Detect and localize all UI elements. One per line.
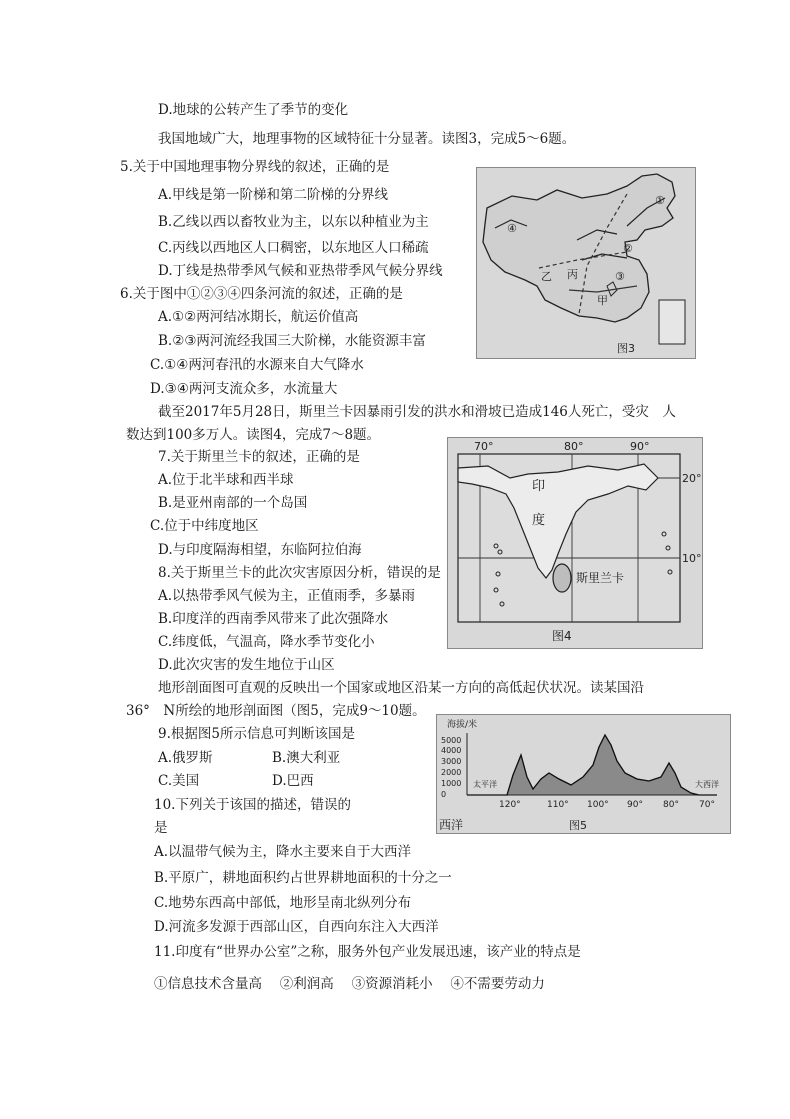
x-tick-80: 80° bbox=[663, 800, 679, 810]
q6-stem: 6.关于图中①②③④四条河流的叙述，正确的是 bbox=[120, 286, 403, 302]
q5-option-c: C.丙线以西地区人口稠密，以东地区人口稀疏 bbox=[158, 240, 429, 256]
q7-option-c: C.位于中纬度地区 bbox=[150, 518, 259, 534]
river-label-1: ① bbox=[655, 194, 665, 207]
lat-label-20: 20° bbox=[682, 472, 702, 485]
y-tick-3000: 3000 bbox=[441, 757, 462, 766]
y-tick-4000: 4000 bbox=[441, 746, 462, 755]
x-tick-100: 100° bbox=[587, 800, 609, 810]
intro-fig5-line2: 36° N所绘的地形剖面图（图5，完成9～10题。 bbox=[126, 703, 426, 719]
q4-option-d: D.地球的公转产生了季节的变化 bbox=[158, 102, 349, 118]
figure-5-terrain-profile bbox=[436, 714, 731, 834]
q5-stem: 5.关于中国地理事物分界线的叙述，正确的是 bbox=[120, 159, 390, 175]
line-label-bing: 丙 bbox=[567, 268, 578, 281]
q9-option-d: D.巴西 bbox=[272, 773, 314, 789]
q5-option-d: D.丁线是热带季风气候和亚热带季风气候分界线 bbox=[158, 263, 443, 279]
q9-option-b: B.澳大利亚 bbox=[272, 750, 341, 766]
q7-option-b: B.是亚州南部的一个岛国 bbox=[158, 495, 308, 511]
intro-fig3: 我国地域广大，地理事物的区域特征十分显著。读图3，完成5～6题。 bbox=[158, 131, 576, 147]
q11-stem: 11.印度有“世界办公室”之称，服务外包产业发展迅速，该产业的特点是 bbox=[154, 944, 581, 960]
q8-option-d: D.此次灾害的发生地位于山区 bbox=[158, 657, 335, 673]
river-label-2: ② bbox=[623, 242, 633, 255]
india-label-1: 印 bbox=[532, 479, 546, 494]
q6-option-d: D.③④两河支流众多，水流量大 bbox=[150, 381, 338, 397]
y-tick-5000: 5000 bbox=[441, 736, 462, 745]
x-tick-110: 110° bbox=[547, 800, 569, 810]
intro-fig4-line2: 数达到100多万人。读图4，完成7～8题。 bbox=[126, 427, 381, 443]
river-label-4: ④ bbox=[507, 222, 517, 235]
q10-stem-line2: 是 bbox=[154, 820, 168, 836]
x-tick-120: 120° bbox=[499, 800, 521, 810]
x-ticks bbox=[499, 800, 715, 810]
q6-option-c: C.①④两河春汛的水源来自大气降水 bbox=[150, 357, 364, 373]
china-outline bbox=[483, 174, 675, 322]
q10-option-a: A.以温带气候为主，降水主要来自于大西洋 bbox=[154, 844, 412, 860]
q8-option-c: C.纬度低，气温高，降水季节变化小 bbox=[158, 634, 375, 650]
q8-option-a: A.以热带季风气候为主，正值雨季，多暴雨 bbox=[158, 588, 416, 604]
figure-5-caption: 图5 bbox=[569, 819, 587, 832]
y-tick-0: 0 bbox=[441, 790, 447, 799]
lat-label-10: 10° bbox=[682, 552, 702, 565]
q6-option-b: B.②③两河流经我国三大阶梯，水能资源丰富 bbox=[158, 333, 426, 349]
y-ticks bbox=[441, 736, 461, 799]
figure-3-caption: 图3 bbox=[617, 342, 635, 355]
figure-3-china-map bbox=[476, 167, 696, 359]
terrain-profile-area bbox=[467, 735, 717, 795]
q8-option-b: B.印度洋的西南季风带来了此次强降水 bbox=[158, 611, 389, 627]
india-label-2: 度 bbox=[532, 513, 546, 528]
y-axis-title: 海拔/米 bbox=[447, 720, 478, 730]
q7-stem: 7.关于斯里兰卡的叙述，正确的是 bbox=[158, 449, 360, 465]
line-label-jia: 甲 bbox=[597, 294, 608, 307]
figure-4-caption: 图4 bbox=[552, 629, 572, 643]
q9-stem: 9.根据图5所示信息可判断该国是 bbox=[158, 726, 355, 742]
q10-option-d: D.河流多发源于西部山区，自西向东注入大西洋 bbox=[154, 919, 439, 935]
y-tick-1000: 1000 bbox=[441, 779, 462, 788]
q7-option-a: A.位于北半球和西半球 bbox=[158, 472, 294, 488]
q5-option-a: A.甲线是第一阶梯和第二阶梯的分界线 bbox=[158, 187, 389, 203]
srilanka-label: 斯里兰卡 bbox=[576, 571, 625, 585]
x-tick-70: 70° bbox=[699, 800, 715, 810]
srilanka-island bbox=[553, 564, 571, 592]
q6-option-a: A.①②两河结冰期长，航运价值高 bbox=[158, 309, 359, 325]
figure-4-srilanka-map bbox=[447, 437, 703, 649]
stray-text-xiyang: 西洋 bbox=[439, 818, 464, 832]
atlantic-ocean-label: 大西洋 bbox=[695, 780, 719, 789]
q5-option-b: B.乙线以西以畜牧业为主，以东以种植业为主 bbox=[158, 214, 429, 230]
lon-label-90: 90° bbox=[630, 440, 650, 453]
q10-option-c: C.地势东西高中部低，地形呈南北纵列分布 bbox=[154, 895, 412, 911]
lon-label-70: 70° bbox=[474, 440, 494, 453]
q10-option-b: B.平原广，耕地面积约占世界耕地面积的十分之一 bbox=[154, 870, 452, 886]
x-tick-90: 90° bbox=[627, 800, 643, 810]
intro-fig5-line1: 地形剖面图可直观的反映出一个国家或地区沿某一方向的高低起伏状况。读某国沿 bbox=[158, 680, 644, 696]
south-china-sea-inset bbox=[659, 300, 685, 344]
q11-options: ①信息技术含量高 ②利润高 ③资源消耗小 ④不需要劳动力 bbox=[154, 976, 545, 992]
q7-option-d: D.与印度隔海相望，东临阿拉伯海 bbox=[158, 542, 362, 558]
pacific-ocean-label: 太平洋 bbox=[473, 780, 497, 789]
q8-stem: 8.关于斯里兰卡的此次灾害原因分析，错误的是 bbox=[158, 565, 441, 581]
q9-option-a: A.俄罗斯 bbox=[158, 750, 213, 766]
q9-option-c: C.美国 bbox=[158, 773, 200, 789]
river-label-3: ③ bbox=[615, 270, 625, 283]
lon-label-80: 80° bbox=[564, 440, 584, 453]
q10-stem-line1: 10.下列关于该国的描述，错误的 bbox=[154, 797, 351, 813]
line-label-yi: 乙 bbox=[541, 270, 552, 283]
intro-fig4-line1: 截至2017年5月28日，斯里兰卡因暴雨引发的洪水和滑坡已造成146人死亡，受灾 人 bbox=[158, 404, 676, 420]
y-tick-2000: 2000 bbox=[441, 768, 462, 777]
